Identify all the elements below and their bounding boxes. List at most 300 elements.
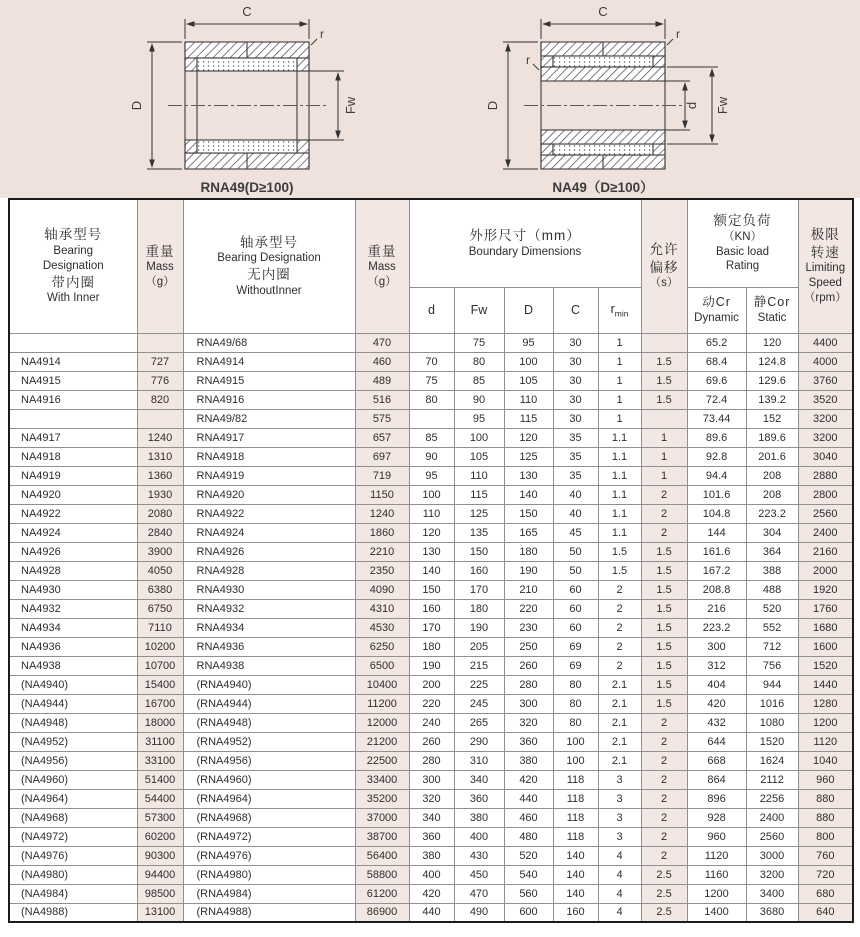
cell: 165 <box>504 523 553 542</box>
cell: 380 <box>454 808 504 827</box>
cell: (NA4956) <box>9 751 137 770</box>
cell: 2112 <box>746 770 798 789</box>
cell: 490 <box>454 903 504 922</box>
cell <box>641 409 687 428</box>
cell: 56400 <box>355 846 409 865</box>
cell: 2880 <box>798 466 853 485</box>
cell: 680 <box>798 884 853 903</box>
cell: 57300 <box>137 808 183 827</box>
cell: 1.5 <box>641 371 687 390</box>
cell: 51400 <box>137 770 183 789</box>
cell: 1930 <box>137 485 183 504</box>
cell: 1200 <box>798 713 853 732</box>
dim-label-r: r <box>320 27 324 41</box>
cell: 215 <box>454 656 504 675</box>
table-row <box>9 352 853 371</box>
cell: 80 <box>553 675 598 694</box>
cell: 115 <box>454 485 504 504</box>
cell: (RNA4944) <box>183 694 355 713</box>
cell: 65.2 <box>687 333 746 352</box>
cell: 60200 <box>137 827 183 846</box>
cell: 2.5 <box>641 903 687 922</box>
cell: 2350 <box>355 561 409 580</box>
cell: 1240 <box>355 504 409 523</box>
cell: 230 <box>504 618 553 637</box>
cell: 100 <box>454 428 504 447</box>
cell: (NA4984) <box>9 884 137 903</box>
cell: 6380 <box>137 580 183 599</box>
cell: 250 <box>504 637 553 656</box>
r-leader-left <box>533 64 539 70</box>
cell: 90 <box>409 447 454 466</box>
cell: 1 <box>598 390 641 409</box>
cell: 72.4 <box>687 390 746 409</box>
cell: 944 <box>746 675 798 694</box>
cell: 2 <box>641 732 687 751</box>
cell: 2210 <box>355 542 409 561</box>
cell: 304 <box>746 523 798 542</box>
cell: 1 <box>598 409 641 428</box>
cell: 60 <box>553 599 598 618</box>
cell: 189.6 <box>746 428 798 447</box>
cell <box>409 333 454 352</box>
r-leader <box>311 39 317 45</box>
cell: NA4915 <box>9 371 137 390</box>
cell: 644 <box>687 732 746 751</box>
cell: 170 <box>409 618 454 637</box>
cell: 69 <box>553 637 598 656</box>
table-row <box>9 599 853 618</box>
cell: RNA4916 <box>183 390 355 409</box>
cell: 1360 <box>137 466 183 485</box>
cell: 12000 <box>355 713 409 732</box>
cell: 2 <box>598 618 641 637</box>
cell: 756 <box>746 656 798 675</box>
cell: (RNA4948) <box>183 713 355 732</box>
cell: 960 <box>687 827 746 846</box>
cell: 2 <box>641 485 687 504</box>
cell: 140 <box>504 485 553 504</box>
cell: 960 <box>798 770 853 789</box>
cell: (RNA4964) <box>183 789 355 808</box>
cell: RNA4918 <box>183 447 355 466</box>
cell: RNA4917 <box>183 428 355 447</box>
diagram-rna49 <box>122 4 382 198</box>
table-row <box>9 390 853 409</box>
cell: 101.6 <box>687 485 746 504</box>
cell: 35 <box>553 466 598 485</box>
cell: 1.5 <box>641 580 687 599</box>
cell: 600 <box>504 903 553 922</box>
cell: 1.5 <box>641 542 687 561</box>
cell: 110 <box>409 504 454 523</box>
cell: 6500 <box>355 656 409 675</box>
cell: 1 <box>641 447 687 466</box>
cell: 260 <box>504 656 553 675</box>
cell: NA4928 <box>9 561 137 580</box>
cell: 140 <box>553 846 598 865</box>
cell: 152 <box>746 409 798 428</box>
cell: 161.6 <box>687 542 746 561</box>
header-static-cor: 静Cor Static <box>746 287 798 333</box>
cell: 58800 <box>355 865 409 884</box>
cell: 470 <box>355 333 409 352</box>
cell: 2560 <box>746 827 798 846</box>
cell: RNA4936 <box>183 637 355 656</box>
cell: 400 <box>454 827 504 846</box>
r-leader-right <box>667 39 673 45</box>
cell: 1120 <box>798 732 853 751</box>
cell: 30 <box>553 352 598 371</box>
cell: 3200 <box>798 428 853 447</box>
cell: 1.5 <box>641 390 687 409</box>
cell: 167.2 <box>687 561 746 580</box>
table-row <box>9 675 853 694</box>
header-dynamic-cr: 动Cr Dynamic <box>687 287 746 333</box>
cell: 3680 <box>746 903 798 922</box>
cell: 31100 <box>137 732 183 751</box>
cell: 3 <box>598 770 641 789</box>
dim-label-d-inner: d <box>684 101 699 110</box>
table-row <box>9 561 853 580</box>
cell: 30 <box>553 390 598 409</box>
cell: 86900 <box>355 903 409 922</box>
cell <box>641 333 687 352</box>
cell: 144 <box>687 523 746 542</box>
cell: 120 <box>504 428 553 447</box>
cell: 470 <box>454 884 504 903</box>
dim-label-d-outer: D <box>129 100 144 111</box>
cell: 190 <box>409 656 454 675</box>
dim-label-c: C <box>598 4 608 19</box>
cell: 2256 <box>746 789 798 808</box>
cell: (NA4968) <box>9 808 137 827</box>
cell: RNA4919 <box>183 466 355 485</box>
cell: 11200 <box>355 694 409 713</box>
cell: 3400 <box>746 884 798 903</box>
cell: 6750 <box>137 599 183 618</box>
cell: 760 <box>798 846 853 865</box>
cell: (RNA4952) <box>183 732 355 751</box>
cell: 115 <box>504 409 553 428</box>
diagram-caption-rna49: RNA49(D≥100) <box>200 180 294 195</box>
table-row <box>9 732 853 751</box>
cell: 440 <box>504 789 553 808</box>
cell: 290 <box>454 732 504 751</box>
cell: 864 <box>687 770 746 789</box>
cell: 120 <box>746 333 798 352</box>
cell: 150 <box>504 504 553 523</box>
cell: 1.1 <box>598 428 641 447</box>
cell: 1200 <box>687 884 746 903</box>
cell: 364 <box>746 542 798 561</box>
cell: 300 <box>504 694 553 713</box>
cell: 1680 <box>798 618 853 637</box>
cell: 2400 <box>746 808 798 827</box>
cell: (RNA4980) <box>183 865 355 884</box>
cell: 896 <box>687 789 746 808</box>
cell: 1.1 <box>598 447 641 466</box>
cell: 2 <box>641 827 687 846</box>
cell: RNA4920 <box>183 485 355 504</box>
cell: 2 <box>641 808 687 827</box>
cell: 1.1 <box>598 485 641 504</box>
cell: 520 <box>746 599 798 618</box>
cell: 223.2 <box>746 504 798 523</box>
cell: 2.5 <box>641 884 687 903</box>
dim-label-d-outer: D <box>485 100 500 111</box>
cell: 265 <box>454 713 504 732</box>
cell: NA4930 <box>9 580 137 599</box>
cell: 85 <box>409 428 454 447</box>
table-row <box>9 409 853 428</box>
cell: 190 <box>504 561 553 580</box>
cell: 130 <box>504 466 553 485</box>
cell: 1016 <box>746 694 798 713</box>
cell: 94.4 <box>687 466 746 485</box>
cell: 110 <box>454 466 504 485</box>
cell: 139.2 <box>746 390 798 409</box>
cell: 432 <box>687 713 746 732</box>
table-row <box>9 865 853 884</box>
cell: 75 <box>409 371 454 390</box>
cell: 95 <box>454 409 504 428</box>
cell: 4 <box>598 884 641 903</box>
cell: 200 <box>409 675 454 694</box>
cell: 130 <box>409 542 454 561</box>
cell: 2 <box>641 751 687 770</box>
cell: 1600 <box>798 637 853 656</box>
cell: 1.5 <box>641 599 687 618</box>
cell: 1400 <box>687 903 746 922</box>
table-row <box>9 751 853 770</box>
cell: 4 <box>598 903 641 922</box>
cell: 3900 <box>137 542 183 561</box>
cell: 2.1 <box>598 732 641 751</box>
cell: 125 <box>504 447 553 466</box>
cell: (NA4952) <box>9 732 137 751</box>
cell: 129.6 <box>746 371 798 390</box>
cell: NA4918 <box>9 447 137 466</box>
cell: 3520 <box>798 390 853 409</box>
cell: 70 <box>409 352 454 371</box>
cell: 135 <box>454 523 504 542</box>
header-boundary-dimensions: 外形尺寸（mm） Boundary Dimensions <box>409 199 641 287</box>
dim-label-fw: Fw <box>715 96 730 115</box>
cell: 360 <box>454 789 504 808</box>
cell: 110 <box>504 390 553 409</box>
header-basic-load-rating: 额定负荷 （KN） Basic load Rating <box>687 199 798 287</box>
cell: 1.5 <box>641 618 687 637</box>
header-without-inner: 轴承型号 Bearing Designation 无内圈 WithoutInner <box>183 199 355 333</box>
cell: 800 <box>798 827 853 846</box>
cell: 80 <box>454 352 504 371</box>
table-row <box>9 846 853 865</box>
cell: 2.1 <box>598 694 641 713</box>
table-row <box>9 466 853 485</box>
cell: 210 <box>504 580 553 599</box>
cell: 1624 <box>746 751 798 770</box>
cell: 2080 <box>137 504 183 523</box>
table-row <box>9 884 853 903</box>
cell: 310 <box>454 751 504 770</box>
cell: 1 <box>598 371 641 390</box>
cell: (NA4988) <box>9 903 137 922</box>
cell <box>137 333 183 352</box>
cell: 38700 <box>355 827 409 846</box>
cell: (NA4960) <box>9 770 137 789</box>
cell: NA4914 <box>9 352 137 371</box>
cell: 880 <box>798 808 853 827</box>
cell: 180 <box>454 599 504 618</box>
cell: 4050 <box>137 561 183 580</box>
cell: 100 <box>553 751 598 770</box>
cell: RNA4932 <box>183 599 355 618</box>
dim-label-r-right: r <box>676 27 680 41</box>
table-row <box>9 637 853 656</box>
cell: 2.1 <box>598 751 641 770</box>
cell: 719 <box>355 466 409 485</box>
cell <box>9 409 137 428</box>
table-row <box>9 447 853 466</box>
cell: 69.6 <box>687 371 746 390</box>
cell: 1.5 <box>641 561 687 580</box>
cell: (NA4948) <box>9 713 137 732</box>
cell: RNA4938 <box>183 656 355 675</box>
cell: 460 <box>355 352 409 371</box>
dim-label-c: C <box>242 4 252 19</box>
table-row <box>9 542 853 561</box>
table-row <box>9 789 853 808</box>
cell: 260 <box>409 732 454 751</box>
cell: 33100 <box>137 751 183 770</box>
cell: 61200 <box>355 884 409 903</box>
cell: 7110 <box>137 618 183 637</box>
cell: 2160 <box>798 542 853 561</box>
diagram-caption-na49: NA49（D≥100） <box>552 180 654 195</box>
cell: NA4936 <box>9 637 137 656</box>
cell: 380 <box>409 846 454 865</box>
cell: 3200 <box>798 409 853 428</box>
cell: RNA49/82 <box>183 409 355 428</box>
cell: 575 <box>355 409 409 428</box>
table-row <box>9 808 853 827</box>
cell: 1160 <box>687 865 746 884</box>
cell: NA4919 <box>9 466 137 485</box>
cell: 16700 <box>137 694 183 713</box>
cell: 170 <box>454 580 504 599</box>
cell: 220 <box>409 694 454 713</box>
cell: 4 <box>598 865 641 884</box>
cell: 240 <box>409 713 454 732</box>
cell: 460 <box>504 808 553 827</box>
table-row <box>9 770 853 789</box>
cell: 340 <box>409 808 454 827</box>
cell: 4090 <box>355 580 409 599</box>
cell: 92.8 <box>687 447 746 466</box>
cell: 75 <box>454 333 504 352</box>
cell: 1.1 <box>598 466 641 485</box>
cell: 80 <box>553 713 598 732</box>
table-row <box>9 523 853 542</box>
cell: 280 <box>504 675 553 694</box>
cell: 80 <box>409 390 454 409</box>
cell: 668 <box>687 751 746 770</box>
cell: 4000 <box>798 352 853 371</box>
cell <box>137 409 183 428</box>
cell: 2 <box>641 713 687 732</box>
cell: 1.5 <box>641 637 687 656</box>
cell: 98500 <box>137 884 183 903</box>
cell: NA4920 <box>9 485 137 504</box>
cell: 3000 <box>746 846 798 865</box>
cell: (NA4944) <box>9 694 137 713</box>
cell: 657 <box>355 428 409 447</box>
cell: NA4916 <box>9 390 137 409</box>
cell: (NA4976) <box>9 846 137 865</box>
dim-c <box>185 19 309 39</box>
cell: 37000 <box>355 808 409 827</box>
cell: 2 <box>598 637 641 656</box>
cell: 340 <box>454 770 504 789</box>
cell: 54400 <box>137 789 183 808</box>
cell: 60 <box>553 580 598 599</box>
cell: RNA4934 <box>183 618 355 637</box>
cell: 150 <box>409 580 454 599</box>
cell: 21200 <box>355 732 409 751</box>
cell: 3200 <box>746 865 798 884</box>
cell: 712 <box>746 637 798 656</box>
cell: 208 <box>746 466 798 485</box>
cell: RNA4915 <box>183 371 355 390</box>
table-row <box>9 713 853 732</box>
cell: 2.5 <box>641 865 687 884</box>
cell: 35200 <box>355 789 409 808</box>
header-C: C <box>553 287 598 333</box>
cell: 320 <box>409 789 454 808</box>
cell: 223.2 <box>687 618 746 637</box>
cell: 4 <box>598 846 641 865</box>
cell: 140 <box>409 561 454 580</box>
cell: 300 <box>409 770 454 789</box>
cell: 560 <box>504 884 553 903</box>
cell: 220 <box>504 599 553 618</box>
cell: NA4924 <box>9 523 137 542</box>
cell: 30 <box>553 371 598 390</box>
cell: 104.8 <box>687 504 746 523</box>
cell: (NA4980) <box>9 865 137 884</box>
table-row <box>9 827 853 846</box>
cell: 1.1 <box>598 504 641 523</box>
table-row <box>9 656 853 675</box>
cell: 1280 <box>798 694 853 713</box>
cell: 1.5 <box>598 542 641 561</box>
cell: 18000 <box>137 713 183 732</box>
cell: 50 <box>553 561 598 580</box>
cell: 3 <box>598 827 641 846</box>
cell: 30 <box>553 333 598 352</box>
cell: 820 <box>137 390 183 409</box>
cell: 10400 <box>355 675 409 694</box>
cell: 3 <box>598 808 641 827</box>
cell: 2560 <box>798 504 853 523</box>
cell: 2 <box>641 846 687 865</box>
bearing-spec-table <box>8 198 854 923</box>
cell: 69 <box>553 656 598 675</box>
cell: 928 <box>687 808 746 827</box>
cell: 13100 <box>137 903 183 922</box>
cell: 35 <box>553 428 598 447</box>
